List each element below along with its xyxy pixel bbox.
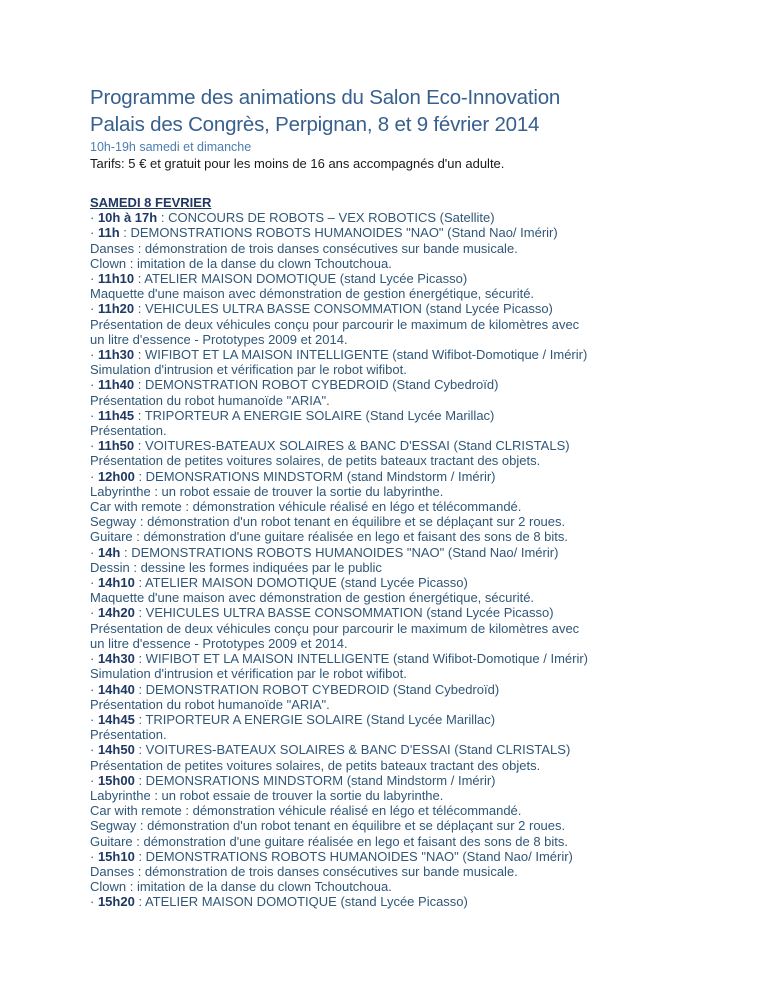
time-separator: : <box>134 848 146 864</box>
schedule-line-event <box>90 438 705 453</box>
schedule-line-event <box>90 271 705 286</box>
time-separator: : <box>134 605 146 621</box>
time-separator: : <box>134 651 146 667</box>
event-time: 11h30 <box>97 347 135 363</box>
schedule-line-description <box>90 241 705 256</box>
event-description: Labyrinthe : un robot essaie de trouver la sortie du labyrinthe. <box>90 483 444 499</box>
document-subtitle: 10h-19h samedi et dimanche <box>90 140 252 154</box>
bullet-dot: · <box>90 225 98 241</box>
event-description: Segway : démonstration d'un robot tenant en équilibre et se déplaçant sur 2 roues. <box>90 514 566 530</box>
time-separator: : <box>119 225 131 241</box>
schedule-line-description <box>90 256 705 271</box>
time-separator: : <box>134 377 145 393</box>
schedule-line-description <box>90 590 705 605</box>
event-time: 14h50 <box>97 742 135 758</box>
schedule-line-event <box>90 894 705 909</box>
event-time: 15h10 <box>97 848 135 864</box>
time-separator: : <box>134 772 146 788</box>
event-description: Maquette d'une maison avec démonstration de gestion énergétique, sécurité. <box>90 286 535 302</box>
schedule-line-description <box>90 803 705 818</box>
event-description: un litre d'essence - Prototypes 2009 et 2014. <box>90 635 348 651</box>
time-separator: : <box>134 301 145 317</box>
schedule-line-description <box>90 636 705 651</box>
event-time: 10h à 17h <box>97 210 158 226</box>
document-content <box>90 84 705 910</box>
bullet-dot: · <box>90 407 98 423</box>
section-heading-saturday: SAMEDI 8 FEVRIER <box>90 195 212 210</box>
bullet-dot: · <box>90 772 98 788</box>
time-separator: : <box>134 894 145 910</box>
event-time: 14h10 <box>97 575 135 591</box>
time-separator: : <box>134 407 145 423</box>
event-title: WIFIBOT ET LA MAISON INTELLIGENTE (stand Wifibot-Domotique / Imérir) <box>145 651 589 667</box>
event-title: VEHICULES ULTRA BASSE CONSOMMATION (stand Lycée Picasso) <box>145 605 554 621</box>
event-title: VOITURES-BATEAUX SOLAIRES & BANC D'ESSAI (Stand CLRISTALS) <box>144 438 570 454</box>
event-description: Guitare : démonstration d'une guitare réalisée en lego et faisant des sons de 8 bits. <box>90 529 568 545</box>
bullet-dot: · <box>90 210 98 226</box>
event-description: un litre d'essence - Prototypes 2009 et 2014. <box>90 331 348 347</box>
schedule-line-description <box>90 879 705 894</box>
event-description: Présentation du robot humanoïde "ARIA". <box>90 696 330 712</box>
schedule-line-event <box>90 682 705 697</box>
schedule-line-description <box>90 332 705 347</box>
schedule-line-description <box>90 788 705 803</box>
event-time: 14h40 <box>97 681 135 697</box>
event-time: 15h20 <box>97 894 135 910</box>
bullet-dot: · <box>90 575 98 591</box>
schedule-line-event <box>90 605 705 620</box>
bullet-dot: · <box>90 681 98 697</box>
event-description: Simulation d'intrusion et vérification par le robot wifibot. <box>90 362 407 378</box>
schedule-line-description <box>90 758 705 773</box>
schedule-line-event <box>90 575 705 590</box>
event-description: Clown : imitation de la danse du clown Tchoutchoua. <box>90 879 392 895</box>
event-time: 11h40 <box>97 377 135 393</box>
schedule-line-event <box>90 210 705 225</box>
bullet-dot: · <box>90 894 98 910</box>
event-description: Danses : démonstration de trois danses consécutives sur bande musicale. <box>90 863 518 879</box>
schedule-line-event <box>90 301 705 316</box>
event-time: 14h20 <box>97 605 135 621</box>
bullet-dot: · <box>90 651 98 667</box>
time-separator: : <box>134 575 145 591</box>
schedule-line-description <box>90 423 705 438</box>
schedule-list <box>90 210 705 909</box>
event-description: Maquette d'une maison avec démonstration de gestion énergétique, sécurité. <box>90 590 535 606</box>
event-description: Car with remote : démonstration véhicule réalisé en légo et télécommandé. <box>90 499 522 515</box>
bullet-dot: · <box>90 301 98 317</box>
event-title: CONCOURS DE ROBOTS – VEX ROBOTICS (Satellite) <box>168 210 495 226</box>
bullet-dot: · <box>90 271 98 287</box>
event-title: ATELIER MAISON DOMOTIQUE (stand Lycée Picasso) <box>144 271 468 287</box>
time-separator: : <box>134 271 145 287</box>
schedule-line-description <box>90 621 705 636</box>
schedule-line-description <box>90 560 705 575</box>
schedule-line-description <box>90 362 705 377</box>
schedule-line-description <box>90 529 705 544</box>
time-separator: : <box>120 544 132 560</box>
bullet-dot: · <box>90 848 98 864</box>
event-title: TRIPORTEUR A ENERGIE SOLAIRE (Stand Lycée Marillac) <box>145 711 496 727</box>
time-separator: : <box>157 210 169 226</box>
schedule-line-description <box>90 864 705 879</box>
schedule-line-description <box>90 834 705 849</box>
time-separator: : <box>134 438 145 454</box>
event-description: Présentation de deux véhicules conçu pour parcourir le maximum de kilomètres avec <box>90 316 580 332</box>
schedule-line-event <box>90 773 705 788</box>
schedule-line-description <box>90 697 705 712</box>
event-description: Segway : démonstration d'un robot tenant en équilibre et se déplaçant sur 2 roues. <box>90 818 566 834</box>
schedule-line-description <box>90 484 705 499</box>
schedule-section <box>90 195 705 910</box>
event-description: Car with remote : démonstration véhicule réalisé en légo et télécommandé. <box>90 803 522 819</box>
bullet-dot: · <box>90 605 98 621</box>
event-time: 11h50 <box>97 438 135 454</box>
event-description: Dessin : dessine les formes indiquées par le public <box>90 559 382 575</box>
bullet-dot: · <box>90 438 98 454</box>
event-description: Présentation de petites voitures solaires, de petits bateaux tractant des objets. <box>90 757 541 773</box>
event-title: VOITURES-BATEAUX SOLAIRES & BANC D'ESSAI (Stand CLRISTALS) <box>145 742 571 758</box>
schedule-line-description <box>90 317 705 332</box>
schedule-line-event <box>90 742 705 757</box>
bullet-dot: · <box>90 711 98 727</box>
event-time: 14h30 <box>97 651 135 667</box>
page-title-line-1: Programme des animations du Salon Eco-Innovation <box>90 86 561 109</box>
event-title: DEMONSTRATIONS ROBOTS HUMANOIDES "NAO" (Stand Nao/ Imérir) <box>145 848 573 864</box>
bullet-dot: · <box>90 377 98 393</box>
schedule-line-description <box>90 727 705 742</box>
time-separator: : <box>134 742 146 758</box>
schedule-line-event <box>90 408 705 423</box>
event-description: Présentation de petites voitures solaires, de petits bateaux tractant des objets. <box>90 453 541 469</box>
event-title: DEMONSRATIONS MINDSTORM (stand Mindstorm / Imérir) <box>145 772 496 788</box>
event-description: Présentation du robot humanoïde "ARIA". <box>90 392 330 408</box>
schedule-line-description <box>90 453 705 468</box>
event-description: Présentation de deux véhicules conçu pour parcourir le maximum de kilomètres avec <box>90 620 580 636</box>
bullet-dot: · <box>90 347 98 363</box>
event-title: DEMONSTRATION ROBOT CYBEDROID (Stand Cybedroïd) <box>144 377 499 393</box>
time-separator: : <box>134 711 146 727</box>
event-title: ATELIER MAISON DOMOTIQUE (stand Lycée Picasso) <box>144 894 468 910</box>
event-time: 11h20 <box>97 301 135 317</box>
bullet-dot: · <box>90 544 98 560</box>
event-title: VEHICULES ULTRA BASSE CONSOMMATION (stand Lycée Picasso) <box>144 301 553 317</box>
event-time: 11h <box>97 225 120 241</box>
bullet-dot: · <box>90 468 98 484</box>
event-title: DEMONSTRATIONS ROBOTS HUMANOIDES "NAO" (Stand Nao/ Imérir) <box>130 225 558 241</box>
event-title: WIFIBOT ET LA MAISON INTELLIGENTE (stand Wifibot-Domotique / Imérir) <box>144 347 588 363</box>
event-title: ATELIER MAISON DOMOTIQUE (stand Lycée Picasso) <box>144 575 468 591</box>
event-title: DEMONSTRATION ROBOT CYBEDROID (Stand Cybedroïd) <box>145 681 500 697</box>
schedule-line-event <box>90 651 705 666</box>
time-separator: : <box>134 468 146 484</box>
schedule-line-event <box>90 347 705 362</box>
schedule-line-event <box>90 225 705 240</box>
schedule-line-event <box>90 849 705 864</box>
schedule-line-description <box>90 393 705 408</box>
schedule-line-event <box>90 377 705 392</box>
event-description: Guitare : démonstration d'une guitare réalisée en lego et faisant des sons de 8 bits. <box>90 833 568 849</box>
event-description: Présentation. <box>90 423 167 439</box>
event-description: Clown : imitation de la danse du clown Tchoutchoua. <box>90 255 392 271</box>
time-separator: : <box>134 347 145 363</box>
schedule-line-description <box>90 666 705 681</box>
schedule-line-event <box>90 712 705 727</box>
schedule-line-description <box>90 514 705 529</box>
event-time: 11h10 <box>97 271 135 287</box>
tariff-note: Tarifs: 5 € et gratuit pour les moins de 16 ans accompagnés d'un adulte. <box>90 156 505 171</box>
event-time: 12h00 <box>97 468 135 484</box>
event-title: DEMONSRATIONS MINDSTORM (stand Mindstorm / Imérir) <box>145 468 496 484</box>
schedule-line-description <box>90 499 705 514</box>
time-separator: : <box>134 681 146 697</box>
event-time: 14h45 <box>97 711 135 727</box>
event-time: 15h00 <box>97 772 135 788</box>
bullet-dot: · <box>90 742 98 758</box>
event-time: 11h45 <box>97 407 135 423</box>
event-description: Simulation d'intrusion et vérification par le robot wifibot. <box>90 666 407 682</box>
event-description: Labyrinthe : un robot essaie de trouver la sortie du labyrinthe. <box>90 787 444 803</box>
schedule-line-description <box>90 818 705 833</box>
schedule-line-event <box>90 545 705 560</box>
page-title-line-2: Palais des Congrès, Perpignan, 8 et 9 février 2014 <box>90 113 540 136</box>
schedule-line-event <box>90 469 705 484</box>
event-description: Présentation. <box>90 727 167 743</box>
schedule-line-description <box>90 286 705 301</box>
event-title: TRIPORTEUR A ENERGIE SOLAIRE (Stand Lycée Marillac) <box>144 407 495 423</box>
event-description: Danses : démonstration de trois danses consécutives sur bande musicale. <box>90 240 518 256</box>
event-time: 14h <box>97 544 121 560</box>
event-title: DEMONSTRATIONS ROBOTS HUMANOIDES "NAO" (Stand Nao/ Imérir) <box>131 544 559 560</box>
